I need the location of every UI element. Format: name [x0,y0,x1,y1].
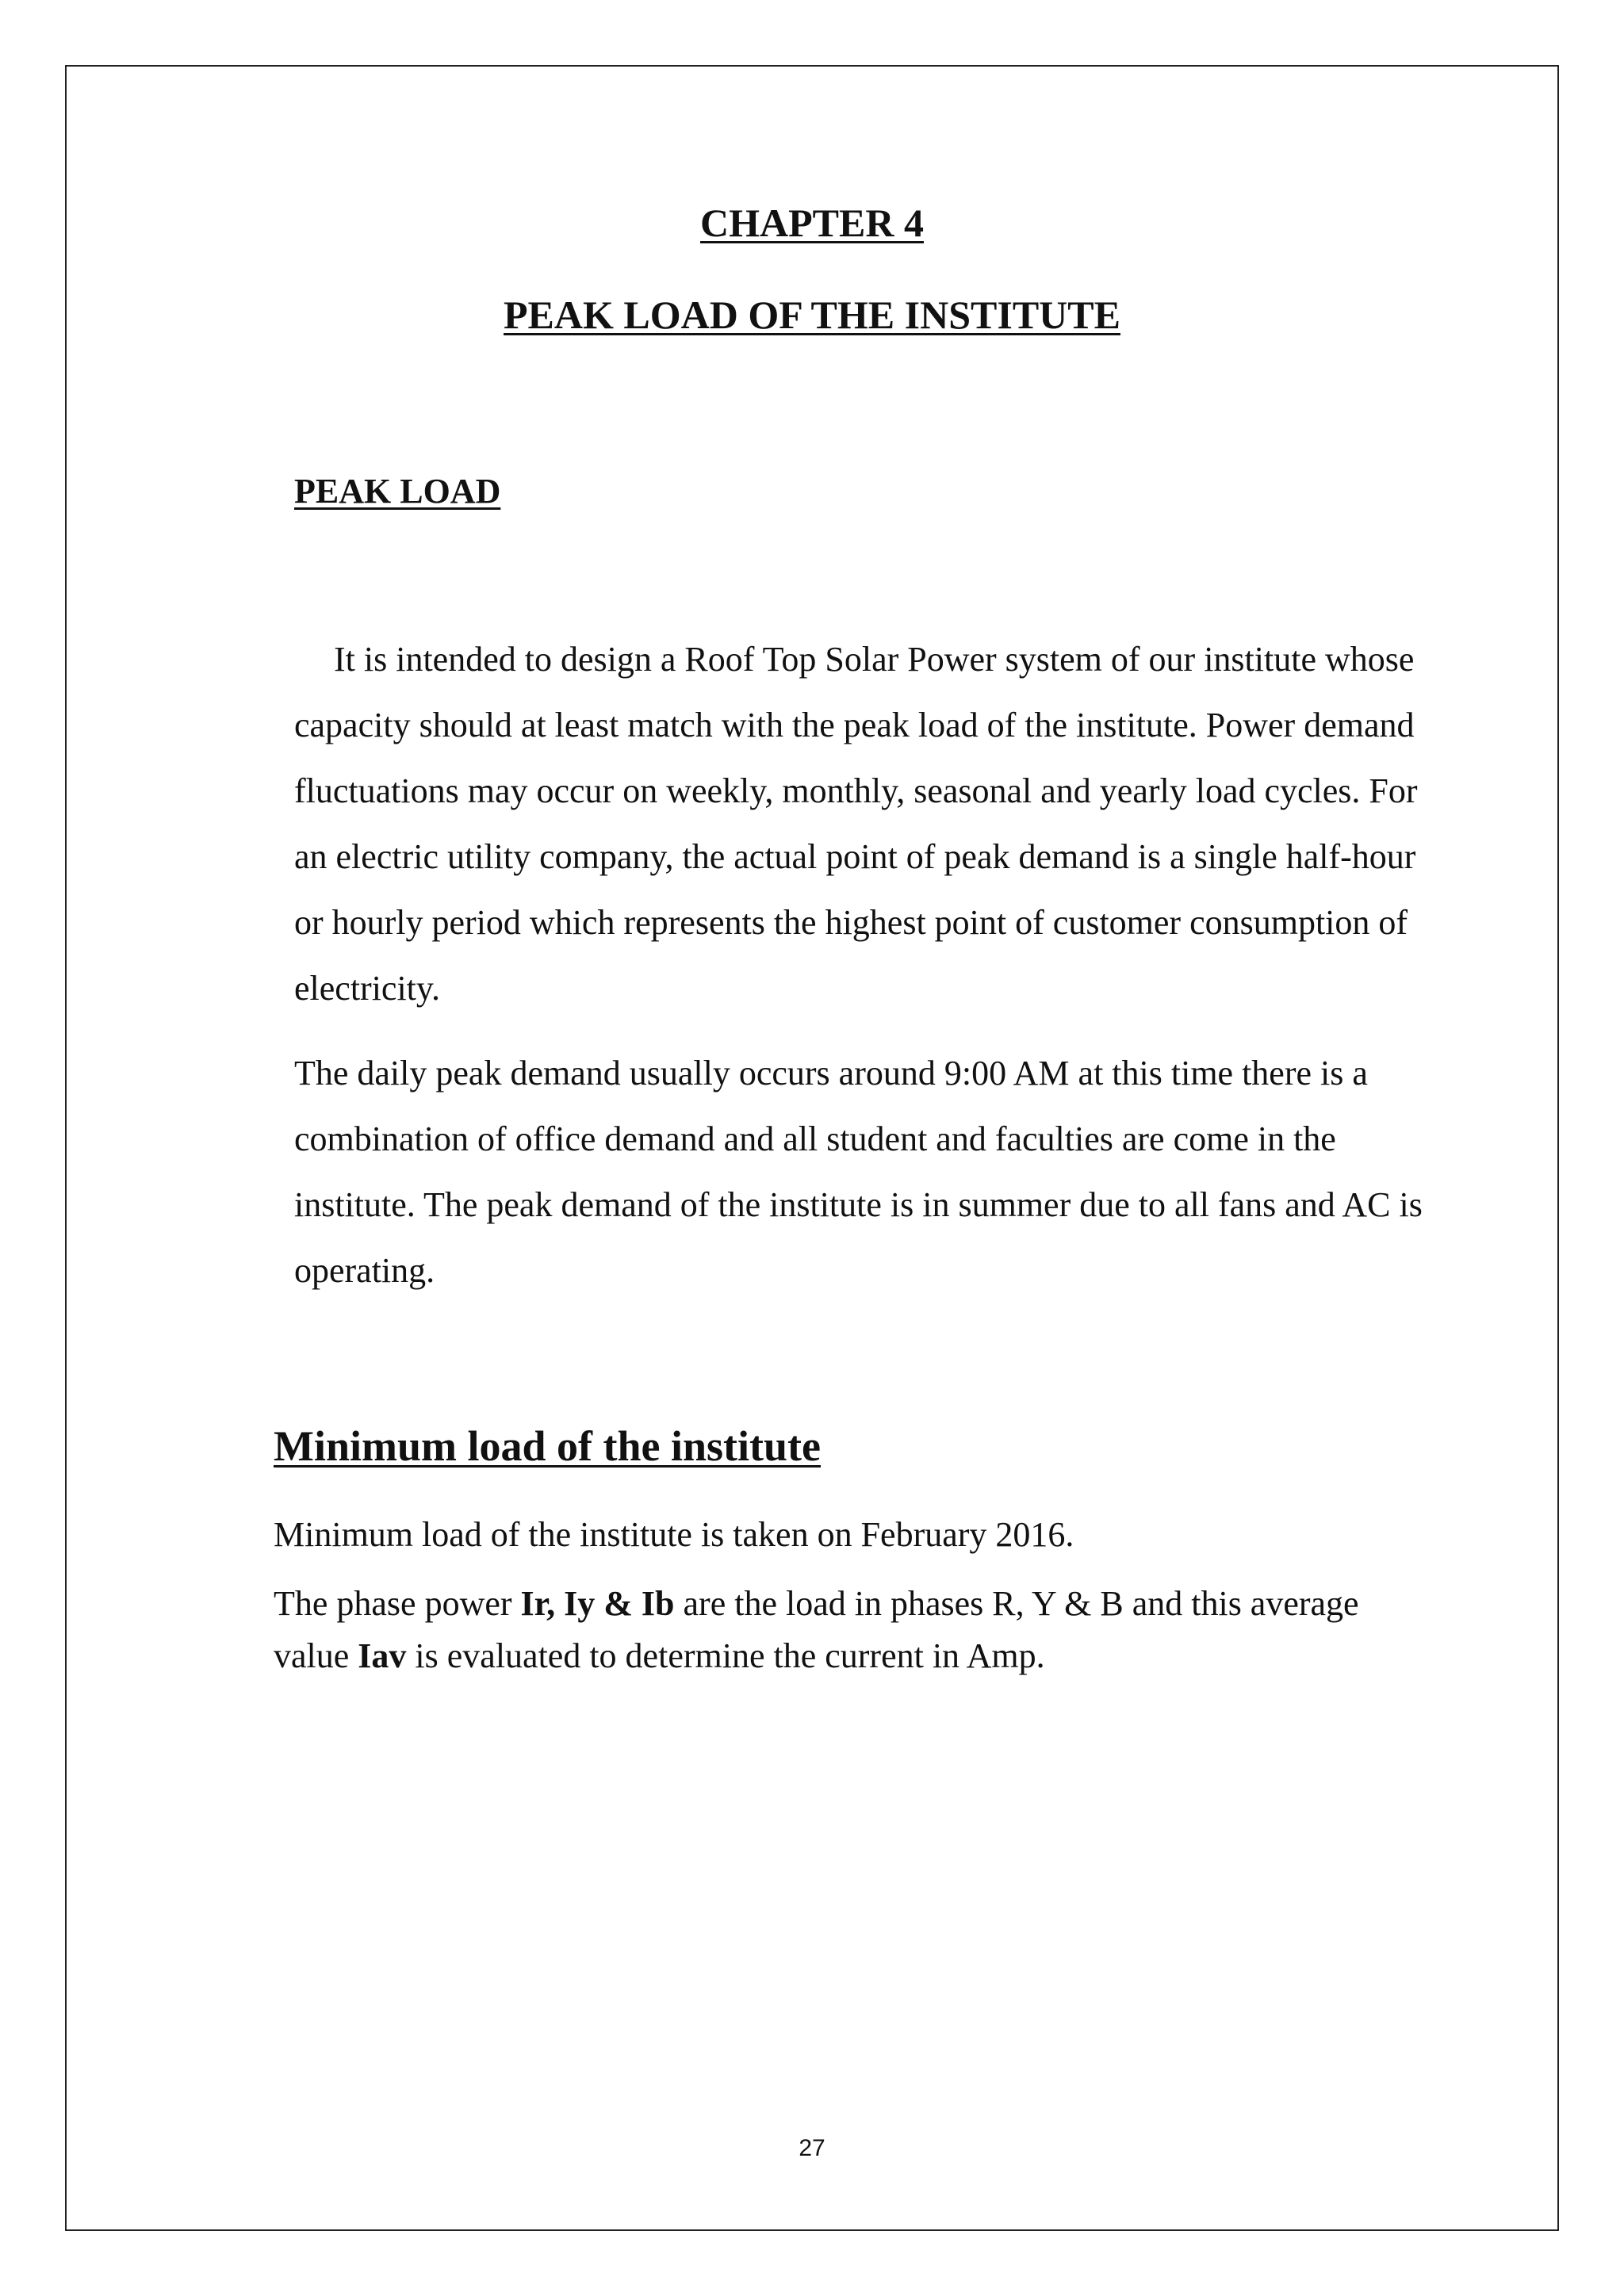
phase-currents-bold: Ir, Iy & Ib [520,1584,675,1623]
peak-load-paragraph-2: The daily peak demand usually occurs around 9:00 AM at this time there is a combination of office demand and all student and faculties are come in the institute. The peak demand of the institute is in summer due to all fans and AC is operating. [294,1054,1423,1290]
chapter-title: CHAPTER 4 [700,201,924,245]
minimum-load-paragraph-2 [274,1578,1400,1682]
chapter-subtitle: PEAK LOAD OF THE INSTITUTE [504,293,1120,337]
subsection-heading-minimum-load: Minimum load of the institute [274,1422,822,1470]
phase-text-a: The phase power [274,1584,521,1623]
minimum-load-paragraph-1: Minimum load of the institute is taken on February 2016. [274,1515,1074,1554]
section-heading-peak-load: PEAK LOAD [294,472,501,511]
page-number: 27 [799,2135,825,2161]
peak-load-paragraph-1: It is intended to design a Roof Top Solar Power system of our institute whose capacity should at least match with the peak load of the institute. Power demand fluctuations may occur on weekly, monthly, seasonal and yearly load cycles. For an electric utility company, the actual point of peak demand is a single half-hour or hourly period which represents the highest point of customer consumption of electricity. [294,640,1418,1008]
average-current-bold: Iav [358,1636,407,1675]
phase-text-c: is evaluated to determine the current in Amp. [406,1636,1045,1675]
phase-text-b: are the load in phases R, Y & B and this average value [274,1584,1359,1675]
